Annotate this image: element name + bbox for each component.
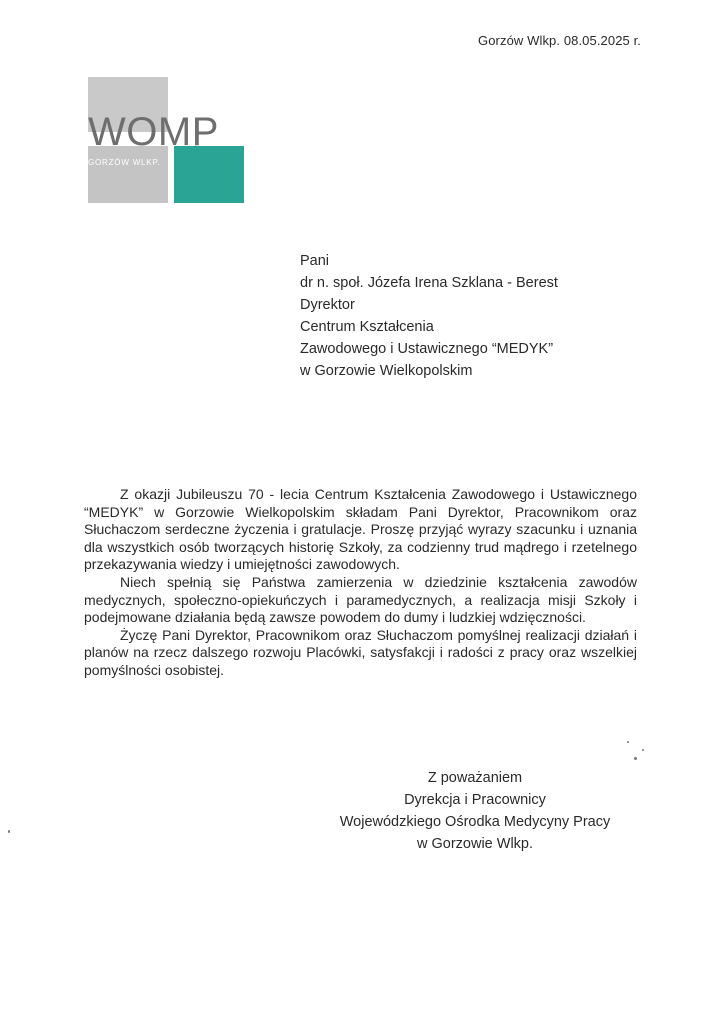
logo-square-teal xyxy=(174,146,244,203)
addressee-salutation: Pani xyxy=(300,253,330,269)
closing-signature-block xyxy=(300,767,650,855)
addressee-institution-line-1: Centrum Kształcenia xyxy=(300,319,434,335)
scan-speck xyxy=(642,749,644,751)
body-paragraph: Życzę Pani Dyrektor, Pracownikom oraz Słuchaczom pomyślnej realizacji działań i planów na rzecz dalszego rozwoju Placówki, satysfakcji i radości z pracy oraz wszelkiej pomyślności osobistej. xyxy=(84,626,637,678)
closing-organization: Wojewódzkiego Ośrodka Medycyny Pracy xyxy=(339,814,611,830)
closing-city: w Gorzowie Wlkp. xyxy=(416,836,534,852)
body-paragraph: Z okazji Jubileuszu 70 - lecia Centrum Kształcenia Zawodowego i Ustawicznego “MEDYK” w Gorzowie Wielkopolskim składam Pani Dyrektor, Pracownikom oraz Słuchaczom serdeczne życzenia i gratulacje. Proszę przyjąć wyrazy szacunku i uznania dla wszystkich osób tworzących historię Szkoły, za codzienny trud mądrego i rzetelnego przekazywania wiedzy i umiejętności zawodowych. xyxy=(84,486,637,573)
addressee-block xyxy=(300,250,690,382)
logo-wordmark: WOMP xyxy=(88,110,219,154)
closing-signatory: Dyrekcja i Pracownicy xyxy=(404,792,546,808)
womp-logo xyxy=(0,0,260,220)
logo-subtitle: GORZÓW WLKP. xyxy=(88,158,161,167)
addressee-institution-line-2: Zawodowego i Ustawicznego “MEDYK” xyxy=(300,341,554,357)
logo-square-grey-bottom xyxy=(88,146,168,203)
letter-body xyxy=(84,486,637,680)
addressee-name: dr n. społ. Józefa Irena Szklana - Berest xyxy=(300,275,558,291)
addressee-position: Dyrektor xyxy=(300,297,355,313)
body-paragraph: Niech spełnią się Państwa zamierzenia w dziedzinie kształcenia zawodów medycznych, społeczno-opiekuńczych i paramedycznych, a realizacja misji Szkoły i podejmowane działania będą zawsze powodem do dumy i ludzkiej wdzięczności. xyxy=(84,573,637,626)
closing-regards: Z poważaniem xyxy=(427,770,523,786)
scan-speck xyxy=(8,830,10,833)
date-line: Gorzów Wlkp. 08.05.2025 r. xyxy=(478,33,642,48)
addressee-city: w Gorzowie Wielkopolskim xyxy=(300,363,473,379)
scan-speck xyxy=(634,757,637,760)
scan-speck xyxy=(627,741,629,743)
